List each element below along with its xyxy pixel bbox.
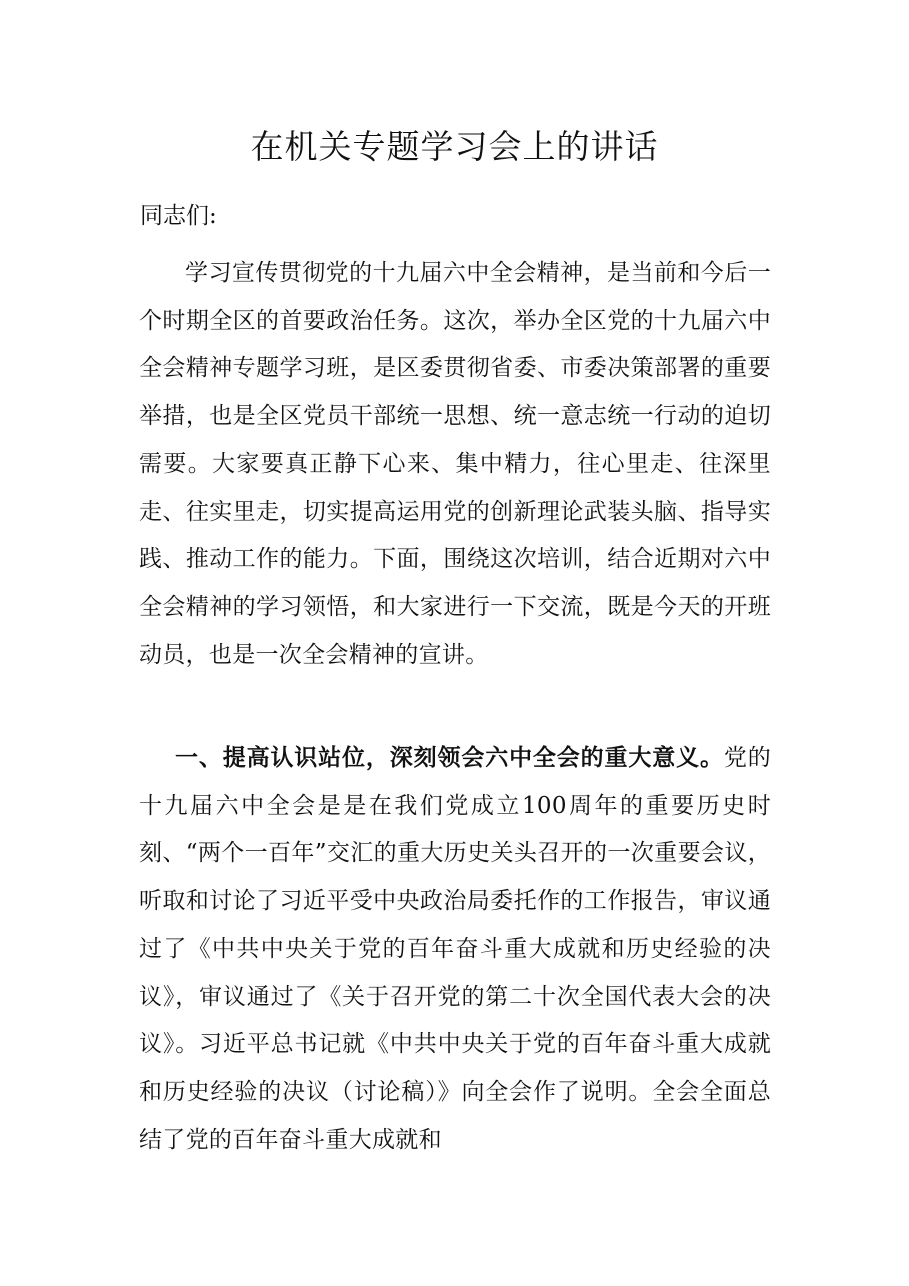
document-title: 在机关专题学习会上的讲话: [250, 127, 659, 166]
section-body: 党的十九届六中全会是是在我们党成立100周年的重要历史时刻、“两个一百年”交汇的重大历史关头召开的一次重要会议，听取和讨论了习近平受中央政治局委托作的工作报告，审议通过了《中共中央关于党的百年奋斗重大成就和历史经验的决议》，审议通过了《关于召开党的第二十次全国代表大会的决议》。习近平总书记就《中共中央关于党的百年奋斗重大成就和历史经验的决议（讨论稿）》向全会作了说明。全会全面总结了党的百年奋斗重大成就和: [139, 745, 771, 1153]
paragraph-section-1: [139, 734, 771, 1164]
paragraph-intro: 学习宣传贯彻党的十九届六中全会精神，是当前和今后一个时期全区的首要政治任务。这次，举办全区党的十九届六中全会精神专题学习班，是区委贯彻省委、市委决策部署的重要举措，也是全区党员干部统一思想、统一意志统一行动的迫切需要。大家要真正静下心来、集中精力，往心里走、往深里走、往实里走，切实提高运用党的创新理论武装头脑、指导实践、推动工作的能力。下面，围绕这次培训，结合近期对六中全会精神的学习领悟，和大家进行一下交流，既是今天的开班动员，也是一次全会精神的宣讲。: [139, 260, 771, 668]
salutation: 同志们:: [140, 203, 217, 229]
section-heading: 一、提高认识站位，深刻领会六中全会的重大意义。: [175, 744, 724, 771]
